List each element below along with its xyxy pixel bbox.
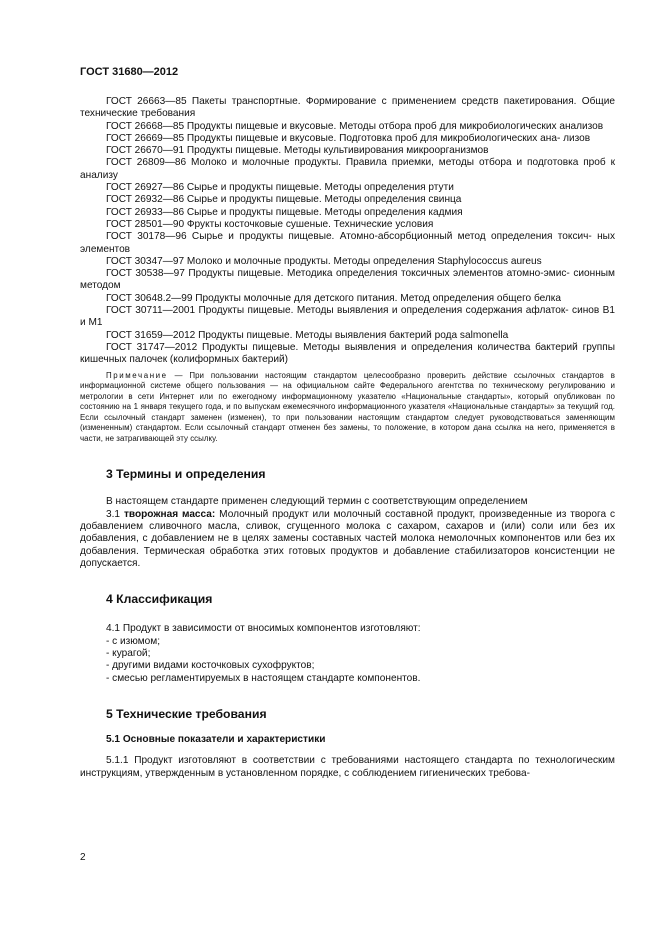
- reference-text-cont: Общие технические требования: [80, 96, 615, 120]
- note-paragraph: [80, 371, 615, 445]
- reference-text-cont: анализов: [559, 120, 604, 132]
- reference-item: [80, 231, 615, 256]
- reference-text: ГОСТ 26669—85 Продукты пищевые и вкусовые. Подготовка проб для микробиологических ана-: [106, 132, 561, 144]
- reference-text-cont: ных элементов: [80, 231, 615, 255]
- reference-text: ГОСТ 26927—86 Сырье и продукты пищевые. Методы определения ртути: [106, 182, 454, 194]
- reference-item: [80, 157, 615, 182]
- document-header: ГОСТ 31680—2012: [80, 66, 179, 78]
- reference-item: [80, 96, 615, 121]
- normative-references: [80, 96, 615, 367]
- section-5-1-heading: 5.1 Основные показатели и характеристики: [106, 734, 326, 746]
- reference-text: ГОСТ 26932—86 Сырье и продукты пищевые. Методы определения свинца: [106, 194, 462, 206]
- reference-text: ГОСТ 31747—2012 Продукты пищевые. Методы выявления и определения количества бактерий: [106, 341, 578, 353]
- reference-text: ГОСТ 30347—97 Молоко и молочные продукты. Методы определения Staphylococcus aureus: [106, 255, 542, 267]
- reference-item: [80, 256, 615, 268]
- list-item: - с изюмом;: [106, 635, 161, 647]
- reference-text: ГОСТ 30538—97 Продукты пищевые. Методика определения токсичных элементов атомно-эмис-: [106, 268, 570, 280]
- reference-item: [80, 219, 615, 231]
- reference-item: [80, 342, 615, 367]
- reference-item: [80, 121, 615, 133]
- reference-item: [80, 207, 615, 219]
- document-body: [80, 96, 615, 780]
- list-item: - смесью регламентируемых в настоящем стандарте компонентов.: [106, 672, 421, 684]
- term-number: 3.1: [106, 508, 121, 520]
- section-3-heading: 3 Термины и определения: [106, 467, 266, 482]
- reference-text-cont: группы кишечных палочек (колиформных бактерий): [80, 341, 615, 366]
- list-item: - другими видами косточковых сухофруктов;: [106, 660, 315, 672]
- section-3-intro: В настоящем стандарте применен следующий термин с соответствующим определением: [106, 496, 528, 508]
- term-definition: [80, 509, 615, 570]
- reference-text: ГОСТ 26670—91 Продукты пищевые. Методы культивирования микроорганизмов: [106, 145, 489, 157]
- reference-item: [80, 133, 615, 145]
- page-number: 2: [80, 852, 86, 863]
- section-4-intro: 4.1 Продукт в зависимости от вносимых компонентов изготовляют:: [106, 623, 421, 635]
- reference-text-cont: проб к анализу: [80, 157, 615, 181]
- reference-text: ГОСТ 30711—2001 Продукты пищевые. Методы выявления и определения содержания афлаток-: [106, 305, 569, 317]
- section-4-heading: 4 Классификация: [106, 592, 213, 607]
- reference-text: ГОСТ 30648.2—99 Продукты молочные для детского питания. Метод определения общего белка: [106, 292, 562, 304]
- reference-text: ГОСТ 28501—90 Фрукты косточковые сушеные. Технические условия: [106, 218, 434, 230]
- reference-text-cont: сионным методом: [80, 268, 615, 292]
- list-item: - курагой;: [106, 648, 151, 659]
- note-label: Примечание: [106, 370, 168, 380]
- term-text: Молочный продукт или молочный составной продукт, произведенные из творога с добавлением сливочного масла, сливок, сгущенного молока с сахаром, сахаров и (или) соли или без их добавления, с добавлением не в целях замены составных частей молока немолочных компонентов или без их добавления. Термическая обработка этих готовых продуктов и добавление стабилизаторов консистенции не допускается.: [80, 508, 616, 569]
- reference-item: [80, 293, 615, 305]
- note-text: — При пользовании настоящим стандартом целесообразно проверить действие ссылочных стандартов в информационной системе общего пользования — на официальном сайте Федерального агентства по техническому регулированию и метрологии в сети Интернет или по ежегодному информационному указателю «Национальные стандарты», который опубликован по состоянию на 1 января текущего года, и по выпускам ежемесячного информационного указателя «Национальные стандарты» за текущий год. Если ссылочный стандарт заменен (изменен), то при пользовании настоящим стандартом следует руководствоваться заменяющим (измененным) стандартом. Если ссылочный стандарт отменен без замены, то положение, в котором дана ссылка на него, применяется в части, не затрагивающей эту ссылку.: [80, 370, 615, 443]
- reference-item: [80, 145, 615, 157]
- reference-item: [80, 194, 615, 206]
- section-5-heading: 5 Технические требования: [106, 706, 267, 721]
- reference-text: ГОСТ 30178—96 Сырье и продукты пищевые. Атомно-абсорбционный метод определения токсич-: [106, 231, 592, 243]
- reference-item: [80, 182, 615, 194]
- reference-text-cont: лизов: [563, 132, 591, 144]
- reference-text: ГОСТ 26668—85 Продукты пищевые и вкусовые. Методы отбора проб для микробиологических: [106, 120, 557, 132]
- section-5-1-1-text: 5.1.1 Продукт изготовляют в соответствии с требованиями настоящего стандарта по технологическим инструкциям, утвержденным в установленном порядке, с соблюдением гигиенических требова-: [80, 755, 615, 779]
- reference-text: ГОСТ 26933—86 Сырье и продукты пищевые. Методы определения кадмия: [106, 206, 463, 218]
- reference-item: [80, 305, 615, 330]
- reference-text: ГОСТ 26809—86 Молоко и молочные продукты. Правила приемки, методы отбора и подготовка: [106, 157, 579, 169]
- reference-text-cont: синов В1 и М1: [80, 305, 615, 329]
- reference-text: ГОСТ 31659—2012 Продукты пищевые. Методы выявления бактерий рода salmonella: [106, 329, 509, 341]
- reference-item: [80, 268, 615, 293]
- reference-text: ГОСТ 26663—85 Пакеты транспортные. Формирование с применением средств пакетирования.: [106, 96, 577, 107]
- classification-list: [80, 636, 615, 685]
- term-name: творожная масса:: [123, 508, 216, 520]
- reference-item: [80, 330, 615, 342]
